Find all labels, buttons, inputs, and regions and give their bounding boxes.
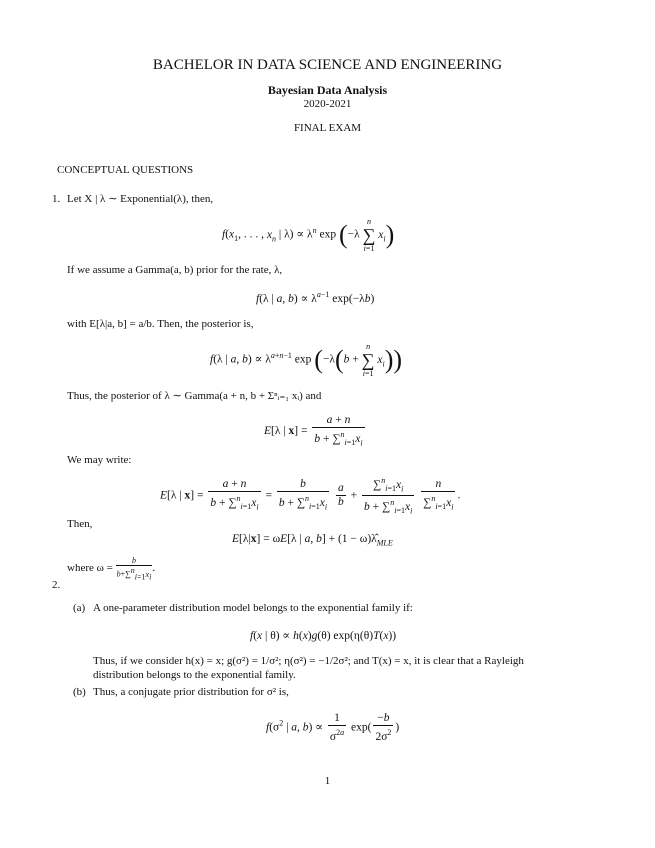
program-title: BACHELOR IN DATA SCIENCE AND ENGINEERING [152,57,503,73]
part-b-label: (b) [73,686,86,698]
conjugate-prior-equation: $f(\sigma^2$ | a, b) ∝ $\frac{1}{\sigma^{2a}}$ exp( $\frac{-b}{2\sigma^2}$ ) [266,712,400,743]
decomposition-equation: E[λ | x] = $\frac{a + n}{b + \sum^n_{i=1}x_i}$ = $\frac{b}{b + \sum^n_{i=1}x_i}$ $\frac{a}{b}$ + $\frac{\sum^n_{i=1}x_i}{b + \sum^n_{i=1}x_i}$ $\frac{n}{\sum^n_{i=1}x_i}$ . [160,476,461,516]
then-text: Then, [67,518,93,530]
exam-title: FINAL EXAM [293,122,362,134]
prior-equation: f(λ | a, $b) \propto \lambda^{a-1}$ exp(−λb) [256,290,375,305]
prior-text: If we assume a Gamma(a, b) prior for the rate, λ, [67,264,283,276]
posterior-text: Thus, the posterior of λ ∼ Gamma(a + n, b + Σⁿᵢ₌₁ xᵢ) and [67,390,322,402]
part-a-label: (a) [73,602,86,614]
write-text: We may write: [67,454,132,466]
exam-year: 2020-2021 [303,98,352,110]
question-2-number: 2. [52,579,61,591]
question-1-number: 1. [52,193,61,205]
part-a-text: A one-parameter distribution model belongs to the exponential family if: [93,602,413,614]
posterior-equation: f(λ | a, $b) \propto \lambda^{a+n-1}$ exp (−λ(b + n ∑ i=1 $x_i$)) [210,342,403,378]
expectation-equation: E[λ | x] = $\frac{a + n}{b + \sum^n_{i=1}x_i}$ [264,414,363,448]
course-title: Bayesian Data Analysis [267,83,388,97]
part-b-text: Thus, a conjugate prior distribution for σ² is, [93,686,289,698]
part-a-explanation-1: Thus, if we consider h(x) = x; g(σ²) = 1/σ²; η(σ²) = −1/2σ²; and T(x) = x, it is clear that a Rayleigh [93,655,524,667]
weight-text: where ω = [67,562,113,575]
weight-definition: where ω = $\frac{b}{b+\sum^n_{i=1}x_i}$ . [67,556,156,582]
section-title: CONCEPTUAL QUESTIONS [57,164,194,176]
exponential-family-equation: f(x | θ) ∝ h(x)g(θ) exp(η(θ)T(x)) [250,630,397,642]
likelihood-equation: $f(x_1$, . . . , $x_n$ | $\lambda) \propto \lambda^n$ exp (−λ n ∑ i=1 $x_i$) [222,217,395,253]
page-number: 1 [324,775,331,787]
part-a-explanation-2: distribution belongs to the exponential family. [93,669,296,681]
question-1-intro: Let X | λ ∼ Exponential(λ), then, [67,193,214,205]
mean-text: with E[λ|a, b] = a/b. Then, the posterior is, [67,318,254,330]
mle-equation: E[λ|x] = ωE[λ | a, $b] + (1 - \omega)\lambdâ_{MLE}$ [232,533,393,548]
